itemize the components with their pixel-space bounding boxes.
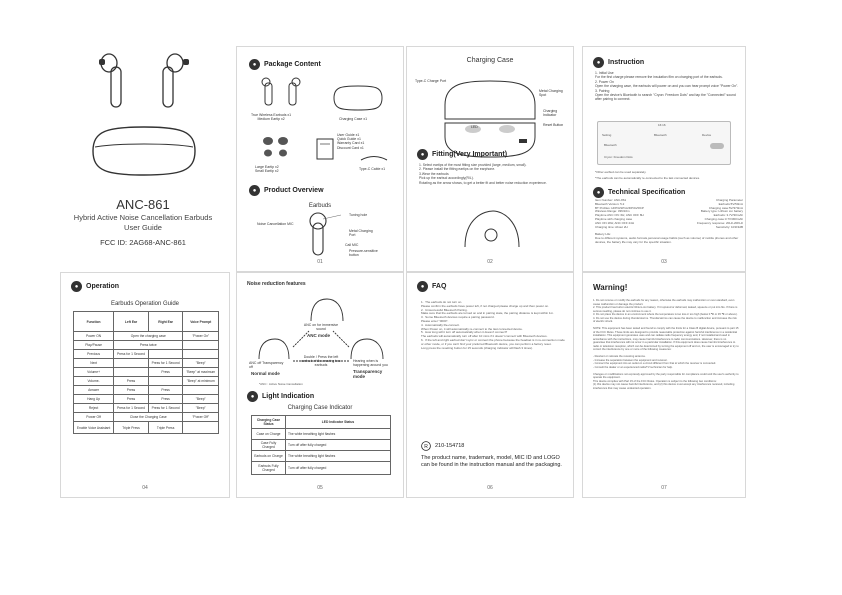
anc-on-label: ANC on for immersive sound (303, 323, 339, 331)
table-row: Enable Voice Assistant Triple Press Triple Press (74, 422, 219, 434)
table-row: Previous Press for 1 Second (74, 350, 219, 359)
telec-logo-icon (421, 441, 431, 451)
spec-right: Charging Parameter Earbuds:5V/50mA Charging case:5V/370mA Battery type: Lithium ion battery Earbuds: 3.7V/30mAh Charging case:3.7V/300mAh Frequency response: 20Hz-20KHz Sensitivity: 103±3dB (696, 198, 743, 229)
case-label-metal-spot: Metal Charging Spot (539, 89, 563, 97)
page-number: 05 (317, 485, 323, 491)
col-right: Right Ear (148, 312, 183, 332)
fcc-id: FCC ID: 2AG68-ANC-861 (100, 238, 186, 247)
section-icon: ● (249, 185, 260, 196)
section-icon: ● (249, 59, 260, 70)
package-docs-icon (315, 137, 337, 161)
transparency-mode-label: Transparency mode (353, 369, 383, 379)
warning-title: Warning! (593, 283, 628, 292)
spec-left: Item Number: ANC-861 Bluetooth Version: 5.2 BT Profiles: HFP/HSP/A2DP/AVRCP Wireless Range: 33ft/10m Playtime ANC ON: 6H; ANC OFF 8H Playtime with charging case ANC ON 18H; ANC OFF 24H Charging time: About 2H (595, 198, 644, 229)
table-row: Case on Charge The white breathing light flashes (252, 429, 391, 440)
normal-off-label: ANC off Transparency off (249, 361, 284, 369)
phone-screenshot (597, 121, 731, 165)
phone-title: Bluetooth (654, 133, 667, 137)
cover-subtitle: Hybrid Active Noise Cancellation Earbuds (73, 213, 213, 222)
page-02 (406, 46, 574, 272)
package-docs-caption: User Guide x1 Quick Guide x1 Warranty Card x1 Discount Card x1 (337, 133, 365, 150)
table-row: Power ON Open the charging case "Power On" (74, 332, 219, 341)
phone-time: 16:16 (658, 123, 666, 127)
table-row: Power Off Close the Charging Case "Power Off" (74, 413, 219, 422)
fitting-illustration (455, 207, 529, 253)
warning-text: 1. Do not remove or modify the earbuds for any reason, otherwise the earbuds may malfunction or over-standard, even cause malfunction or damage the product. 2. This product has built-in electric lithium-ion battery. If it ruptured or deformed, leaked, squeeze or put into fire. If there is serious swelling, please do not continue to use it. 3. Do not place the device in an environment where the temperature is too low or too high (below 0 ℃ or 45 ℃ or above). 4. Do not use the device during thunderstorms. Thunderstorms can cause the device to malfunction and increase the risk of electric shock. NOTE: This equipment has been tested and found to comply with the limits for a Class B digital device, pursuant to part 15 of the FCC Rules. These limits are designed to provide reasonable protection against harmful interference in a residential installation. This equipment generates uses and can radiate radio frequency energy and, if not installed and used in accordance with the instructions, may cause harmful interference to radio communications. However, there is no guarantee that interference will not occur in a particular installation. If this equipment does cause harmful interference to radio or television reception, which can be determined by turning the equipment off and on, the user is encouraged to try to correct the interference by one or more of the following measures: - Reorient or relocate the receiving antenna. - Increase the separation between the equipment and receiver. - Connect the equipment into an outlet on a circuit different from that to which the receiver is connected. - Consult the dealer or an experienced radio/TV technician for help. Changes or modifications not expressly approved by the party responsible for compliance could void the user's authority to operate the equipment. This device complies with Part 15 of the FCC Rules. Operation is subject to the following two conditions: (1) this device may not cause harmful interference, and (2) this device must accept any interference received, including interference that may cause undesired operation. (593, 299, 739, 390)
anc-mode-label: ANC mode (307, 333, 331, 338)
page-number: 07 (661, 485, 667, 491)
section-icon: ● (247, 391, 258, 402)
package-case-caption: Charging Case x1 (339, 117, 368, 121)
bluetooth-toggle[interactable] (710, 143, 724, 149)
operation-heading: ● Operation (71, 281, 119, 292)
instruction-text: 1. Initial Use For the first charge please remove the insulation film on charging port of the earbuds. 2. Power On Open the charging case, the earbuds will power on and you can hear prompt voice "Power On". 3. Pairing Open the device's Bluetooth to search "Cryon: Freedom Dots" and tap the "Connected" sound after pairing to connect. (595, 71, 739, 102)
anc-footnote: *ANC : Active Noise Cancellation (259, 382, 303, 386)
cover-page (58, 36, 228, 262)
page-number: 03 (661, 259, 667, 265)
col-function: Function (74, 312, 114, 332)
note-reconnect: *The earbuds can be automatically re-connected to the last connected devices. (595, 176, 700, 180)
normal-mode-label: Normal mode (251, 371, 280, 376)
page-number: 06 (487, 485, 493, 491)
page-05 (236, 272, 404, 498)
fitting-heading: ● Fitting(Very Important) (417, 149, 507, 160)
table-row: Next Press for 1 Second "Beep" (74, 359, 219, 368)
package-case-icon (331, 83, 385, 113)
table-row: Play/Pause Press twice (74, 341, 219, 350)
section-icon: ● (417, 281, 428, 292)
model-title: ANC-861 (116, 197, 170, 212)
product-overview-heading: ● Product Overview (249, 185, 324, 196)
case-label-reset: Reset Button (543, 123, 564, 127)
section-icon: ● (417, 149, 428, 160)
table-row: Earbuds on Charge The white breathing light flashes (252, 451, 391, 462)
package-eartips-caption: Large Eartip x2 Small Eartip x2 (255, 165, 279, 174)
section-icon: ● (593, 187, 604, 198)
table-row: Answer Press Press (74, 386, 219, 395)
faq-text: 1. The earbuds do not turn on. Please confirm the earbuds have power left, if not charged please charge up and then power on. 2. Unsuccessful Bluetooth Pairing. Make sure that the earbuds are turned on and in pairing state, the pairing distance is kept within 1m. 3. Some Bluetooth devices require a pairing password. Please enter "0000". 4. Automatically Re-connect. When Power on, it will automatically re-connect to the last connected device. 5. How long will it turn off automatically when it doesn't connect? The earbuds will automatically turn off after 10 mins if it doesn't connect with Bluetooth devices. 6. If the left and right earbud don't sync or connect the phone because the headset is in re-connection mode or other mode, or if you can't find your preferred Bluetooth device, you can perform a factory reset. Long press the resetting button for 15 seconds (charging indicator will flash 3 times). (421, 300, 565, 350)
col-voice: Voice Prompt (183, 312, 219, 332)
col-case-status: Charging Case Status (252, 416, 286, 429)
overview-label-nc-mic: Noise Cancellation MIC (257, 222, 294, 226)
page-number: 04 (142, 485, 148, 491)
phone-device: Device (702, 133, 712, 137)
phone-back: Setting (602, 133, 612, 137)
transparency-hint: Hearing when is happening around you (353, 359, 388, 367)
case-label-type-c: Type-C Charge Port (415, 79, 447, 83)
page-number: 02 (487, 259, 493, 265)
note-separate: *Other earbud can be used separately. (595, 170, 647, 174)
light-indication-heading: ● Light Indication (247, 391, 314, 402)
switch-hint: Double / Press the left earbud while wearing two earbuds (301, 355, 341, 367)
case-label-led: LED (471, 125, 478, 129)
operation-table (73, 311, 219, 434)
package-cable-icon (359, 155, 389, 165)
page-06 (406, 272, 574, 498)
case-label-indicator: Charging Indicator (543, 109, 558, 117)
operation-guide-title: Earbuds Operation Guide (110, 301, 180, 307)
phone-device-item[interactable]: Cryon: Freedom Dots (604, 155, 633, 159)
earbud-diagram (299, 211, 343, 259)
overview-label-tuning: Tuning hole (349, 213, 368, 217)
cover-user-guide: User Guide (124, 223, 162, 232)
cert-mark (421, 441, 464, 451)
battery-life: Battery Life: Due to different systems, audio formats,personal usage habits (such as volume) of mobile phones and other devices, the battery life may vary for the specific situation. (595, 232, 739, 244)
page-04 (60, 272, 230, 498)
earbuds-label: Earbuds (308, 203, 332, 209)
table-row: Case Fully Charged Turn off after fully charged (252, 440, 391, 451)
indicator-table (251, 415, 391, 475)
charging-case-illustration (87, 123, 201, 179)
spec-heading: ● Technical Specification (593, 187, 685, 198)
instruction-heading: ● Instruction (593, 57, 644, 68)
table-row: Hang Up Press Press "Beep" (74, 395, 219, 404)
col-led-status: LED Indicator Status (286, 416, 391, 429)
section-icon: ● (71, 281, 82, 292)
page-01 (236, 46, 404, 272)
phone-bluetooth: Bluetooth (604, 143, 617, 147)
page-07 (582, 272, 746, 498)
table-row: Volume- Press "Beep" at minimum (74, 377, 219, 386)
section-icon: ● (593, 57, 604, 68)
charging-case-title: Charging Case (466, 57, 514, 64)
package-content-heading: ● Package Content (249, 59, 321, 70)
cert-code: 210-154718 (435, 443, 465, 449)
noise-reduction-title: Noise reduction features (247, 281, 306, 287)
col-left: Left Ear (114, 312, 149, 332)
svg-text:R: R (424, 444, 428, 450)
overview-label-button: Pressure-sensitive button (349, 249, 378, 257)
faq-heading: ● FAQ (417, 281, 446, 292)
package-earbuds-caption: True Wireless Earbuds x1 Medium Eartip x2 (251, 113, 292, 122)
charging-indicator-title: Charging Case Indicator (287, 405, 353, 411)
page-number: 01 (317, 259, 323, 265)
overview-label-charging-port: Metal Charging Port (349, 229, 373, 237)
package-eartips-icon (259, 135, 299, 161)
page-03 (582, 46, 746, 272)
package-cable-caption: Type-C Cable x1 (359, 167, 386, 171)
fitting-text: 1. Select eartips of the most fitting size provided (large, medium, small). 2. Please install the fitting eartips on the earphone. 3.Wear the earbuds Pick up the earbud accordingly(R/L). Rotating as the arrow shows, to get a better fit and better noise reduction experience. (419, 163, 547, 185)
table-row: Volume+ Press "Beep" at maximum (74, 368, 219, 377)
package-earbuds-icon (259, 77, 303, 109)
table-row: Reject Press for 1 Second Press for 1 Second "Beep" (74, 404, 219, 413)
overview-label-call-mic: Call MIC (345, 243, 359, 247)
table-row: Earbuds Fully Charged Turn off after fully charged (252, 462, 391, 475)
earbuds-illustration (97, 49, 191, 111)
product-notice: The product name, trademark, model, MIC ID and LOGO can be found in the instruction manual and the packaging. (421, 455, 562, 468)
